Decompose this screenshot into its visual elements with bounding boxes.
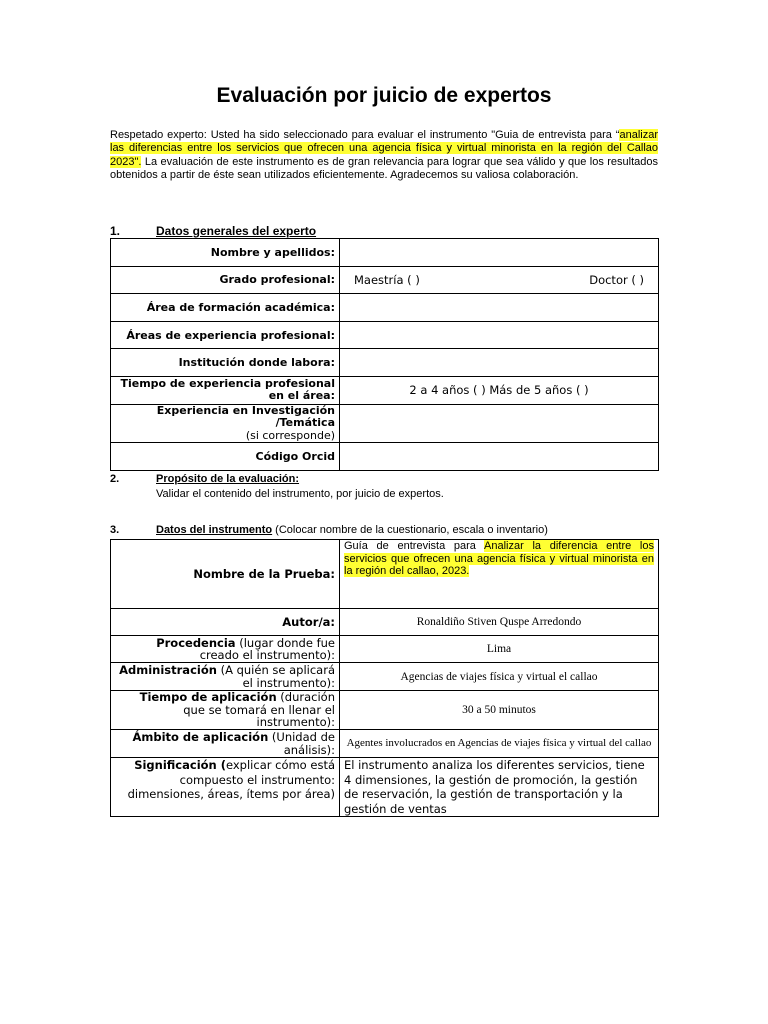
table-row	[111, 443, 659, 471]
section-3-heading	[110, 524, 548, 536]
prueba-highlight: Analizar la diferencia entre los servicios que ofrecen una agencia física y virtual minorista en la región del callao, 2023.	[344, 540, 654, 577]
procedencia-value[interactable]: Lima	[340, 636, 659, 663]
ambito-label	[111, 730, 340, 758]
grado-field[interactable]	[340, 266, 659, 294]
ambito-value[interactable]: Agentes involucrados en Agencias de viajes física y virtual del callao	[340, 730, 659, 758]
procedencia-label-bold: Procedencia	[156, 635, 236, 650]
section-1-number: 1.	[110, 224, 121, 238]
row-label: Tiempo de experiencia profesional en el área:	[111, 376, 340, 404]
experiencia-field[interactable]	[340, 404, 659, 443]
section-2-title: Propósito de la evaluación:	[156, 473, 300, 485]
prueba-label: Nombre de la Prueba:	[111, 540, 340, 609]
administracion-label-bold: Administración	[119, 663, 217, 677]
section-1-heading	[110, 224, 316, 238]
row-label: Áreas de experiencia profesional:	[111, 321, 340, 349]
instrument-data-table	[110, 539, 659, 817]
table-row	[111, 294, 659, 322]
intro-text-1: Respetado experto: Usted ha sido seleccionado para evaluar el instrumento "Guia de entrevista para “	[110, 129, 620, 141]
administracion-label	[111, 663, 340, 691]
ambito-label-bold: Ámbito de aplicación	[132, 730, 269, 744]
tiempo-value[interactable]: 30 a 50 minutos	[340, 691, 659, 730]
tiempo-label-bold: Tiempo de aplicación	[139, 690, 277, 705]
table-row	[111, 540, 659, 609]
row-label: Área de formación académica:	[111, 294, 340, 322]
autor-label: Autor/a:	[111, 609, 340, 636]
doctor-option[interactable]: Doctor ( )	[589, 272, 644, 287]
table-row	[111, 609, 659, 636]
orcid-field[interactable]	[340, 443, 659, 471]
areas-experiencia-field[interactable]	[340, 321, 659, 349]
tiempo-label-normal: (duración que se tomará en llenar el instrumento):	[183, 690, 335, 730]
significacion-label-normal: explicar cómo está compuesto el instrumento: dimensiones, áreas, ítems por área)	[127, 758, 335, 801]
section-3-number: 3.	[110, 524, 120, 536]
experiencia-label-bold: Experiencia en Investigación /Temática	[156, 403, 335, 430]
row-label	[111, 404, 340, 443]
nombre-field[interactable]	[340, 239, 659, 267]
page-title: Evaluación por juicio de expertos	[216, 84, 552, 107]
prueba-text: Guía de entrevista para	[344, 540, 485, 552]
table-row	[111, 266, 659, 294]
row-label: Nombre y apellidos:	[111, 239, 340, 267]
table-row	[111, 730, 659, 758]
administracion-label-normal: (A quién se aplicará el instrumento):	[216, 663, 335, 690]
institucion-field[interactable]	[340, 349, 659, 377]
table-row	[111, 663, 659, 691]
section-3-note: (Colocar nombre de la cuestionario, escala o inventario)	[272, 524, 548, 536]
table-row	[111, 349, 659, 377]
significacion-label-bold: Significación (	[134, 758, 226, 772]
procedencia-label	[111, 636, 340, 663]
significacion-label	[111, 758, 340, 817]
autor-value[interactable]: Ronaldiño Stiven Quspe Arredondo	[340, 609, 659, 636]
table-row	[111, 321, 659, 349]
experiencia-label-normal: (si corresponde)	[245, 428, 335, 442]
row-label: Grado profesional:	[111, 266, 340, 294]
intro-text-2: La evaluación de este instrumento es de gran relevancia para lograr que sea válido y que los resultados obtenidos a partir de éste sean utilizados eficientemente. Agradecemos su valiosa colaboración.	[110, 155, 658, 182]
table-row	[111, 691, 659, 730]
purpose-text: Validar el contenido del instrumento, por juicio de expertos.	[156, 488, 444, 500]
table-row	[111, 404, 659, 443]
area-formacion-field[interactable]	[340, 294, 659, 322]
section-3-title: Datos del instrumento	[156, 524, 273, 536]
section-2-number: 2.	[110, 473, 120, 485]
section-1-title: Datos generales del experto	[156, 224, 317, 238]
table-row	[111, 376, 659, 404]
maestria-option[interactable]: Maestría ( )	[354, 272, 420, 287]
row-label: Institución donde labora:	[111, 349, 340, 377]
tiempo-experiencia-options[interactable]: 2 a 4 años ( ) Más de 5 años ( )	[340, 376, 659, 404]
significacion-value[interactable]: El instrumento analiza los diferentes servicios, tiene 4 dimensiones, la gestión de promoción, la gestión de reservación, la gestión de transportación y la gestión de ventas	[340, 758, 659, 817]
expert-data-table	[110, 238, 659, 471]
administracion-value[interactable]: Agencias de viajes física y virtual el callao	[340, 663, 659, 691]
section-2-heading	[110, 473, 299, 485]
table-row	[111, 636, 659, 663]
table-row	[111, 239, 659, 267]
table-row	[111, 758, 659, 817]
procedencia-label-normal: (lugar donde fue creado el instrumento):	[199, 635, 335, 662]
row-label: Código Orcid	[111, 443, 340, 471]
ambito-label-normal: (Unidad de análisis):	[268, 730, 335, 757]
intro-paragraph	[110, 129, 658, 183]
prueba-value[interactable]	[340, 540, 659, 609]
intro-highlight: analizar las diferencias entre los servicios que ofrecen una agencia física y virtual minorista en la región del Callao 2023".	[110, 129, 658, 168]
tiempo-label	[111, 691, 340, 730]
